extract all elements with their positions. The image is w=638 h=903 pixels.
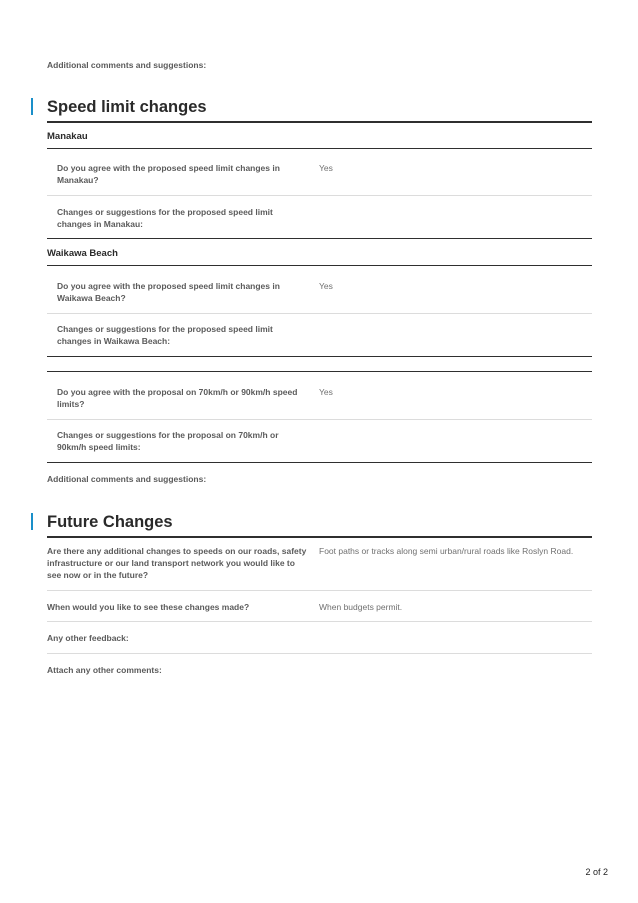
future-when-row: [47, 601, 592, 613]
waikawa-suggestions-question: Changes or suggestions for the proposed speed limit changes in Waikawa Beach:: [57, 324, 273, 346]
future-feedback-row: [47, 632, 592, 644]
future-feedback-question: Any other feedback:: [47, 633, 129, 643]
page-number: 2 of 2: [585, 867, 608, 877]
manakau-suggestions-row: [47, 206, 592, 230]
general-agree-question: Do you agree with the proposal on 70km/h or 90km/h speed limits?: [57, 387, 298, 409]
section-accent-bar: [31, 513, 33, 530]
future-feedback-answer: [319, 632, 592, 644]
waikawa-agree-question: Do you agree with the proposed speed limit changes in Waikawa Beach?: [57, 281, 280, 303]
future-section-header: [47, 512, 592, 538]
row-divider: [47, 621, 592, 622]
section-accent-bar: [31, 98, 33, 115]
row-divider: [47, 313, 592, 314]
group-divider: [47, 356, 592, 357]
speed-limit-additional-comments-label: Additional comments and suggestions:: [47, 474, 207, 484]
future-attach-answer: [319, 664, 592, 676]
future-changes-answer: Foot paths or tracks along semi urban/rural roads like Roslyn Road.: [319, 546, 574, 556]
row-divider: [47, 195, 592, 196]
waikawa-agree-answer: Yes: [319, 281, 333, 291]
row-divider: [47, 419, 592, 420]
general-agree-answer: Yes: [319, 387, 333, 397]
row-divider: [47, 653, 592, 654]
manakau-heading: Manakau: [47, 131, 592, 149]
waikawa-agree-row: [47, 280, 592, 304]
manakau-agree-question: Do you agree with the proposed speed limit changes in Manakau?: [57, 163, 280, 185]
general-agree-row: [47, 386, 592, 410]
waikawa-suggestions-row: [47, 323, 592, 347]
future-changes-row: [47, 545, 592, 581]
speed-limit-section-header: [47, 97, 592, 123]
future-when-question: When would you like to see these changes made?: [47, 602, 250, 612]
general-suggestions-answer: [319, 429, 592, 453]
general-suggestions-question: Changes or suggestions for the proposal on 70km/h or 90km/h speed limits:: [57, 430, 279, 452]
prev-additional-comments-label: Additional comments and suggestions:: [47, 60, 207, 70]
future-attach-question: Attach any other comments:: [47, 665, 162, 675]
speed-limit-section-title: Speed limit changes: [47, 98, 207, 116]
group-divider: [47, 462, 592, 463]
general-suggestions-row: [47, 429, 592, 453]
empty-subheading-divider: [47, 371, 592, 372]
future-attach-row: [47, 664, 592, 676]
manakau-suggestions-question: Changes or suggestions for the proposed speed limit changes in Manakau:: [57, 207, 273, 229]
manakau-agree-answer: Yes: [319, 163, 333, 173]
waikawa-heading: Waikawa Beach: [47, 248, 592, 266]
manakau-suggestions-answer: [319, 206, 592, 230]
manakau-agree-row: [47, 162, 592, 186]
future-changes-question: Are there any additional changes to speeds on our roads, safety infrastructure or our land transport network you would like to see now or in the future?: [47, 546, 307, 580]
waikawa-suggestions-answer: [319, 323, 592, 347]
group-divider: [47, 238, 592, 239]
future-when-answer: When budgets permit.: [319, 602, 403, 612]
row-divider: [47, 590, 592, 591]
future-section-title: Future Changes: [47, 513, 173, 531]
